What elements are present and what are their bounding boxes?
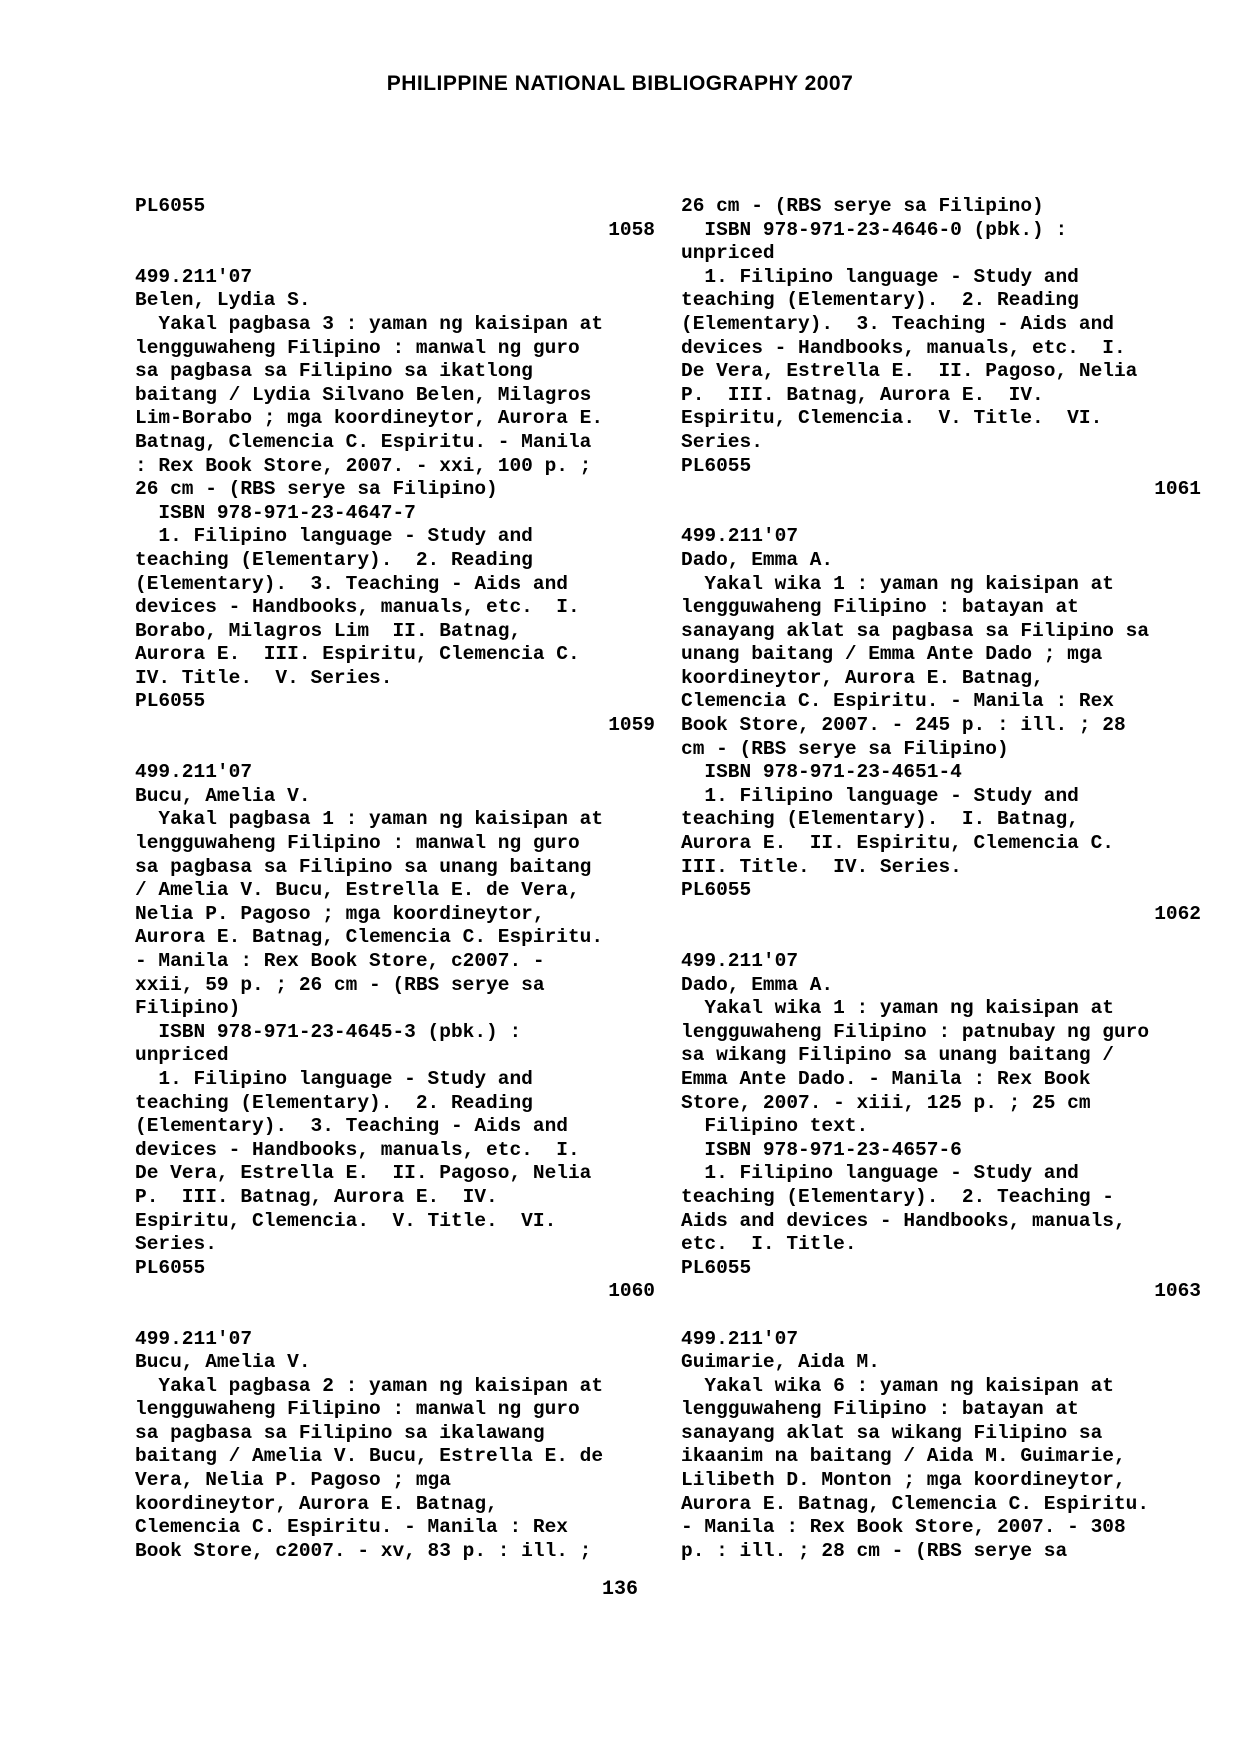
text-line: Lim-Borabo ; mga koordineytor, Aurora E.	[135, 407, 604, 430]
text-line	[135, 1304, 655, 1328]
text-line: ISBN 978-971-23-4645-3 (pbk.) :	[135, 1020, 522, 1043]
text-line: Emma Ante Dado. - Manila : Rex Book	[681, 1067, 1091, 1090]
text-line: ikaanim na baitang / Aida M. Guimarie,	[681, 1445, 1126, 1468]
text-line: Dado, Emma A.	[681, 973, 834, 996]
text-line: 1. Filipino language - Study and	[681, 1162, 1079, 1185]
text-line: IV. Title. V. Series.	[135, 666, 393, 689]
left-column	[135, 195, 655, 1563]
text-line	[135, 738, 655, 762]
text-line: 1. Filipino language - Study and	[135, 525, 533, 548]
text-line: ISBN 978-971-23-4651-4	[681, 761, 962, 784]
text-line: Aurora E. Batnag, Clemencia C. Espiritu.	[681, 1492, 1150, 1515]
right-column	[681, 195, 1201, 1563]
text-line: Store, 2007. - xiii, 125 p. ; 25 cm	[681, 1091, 1091, 1114]
text-line: Book Store, c2007. - xv, 83 p. : ill. ;	[135, 1539, 592, 1562]
text-line: devices - Handbooks, manuals, etc. I.	[135, 596, 580, 619]
text-line: lengguwaheng Filipino : batayan at	[681, 1398, 1079, 1421]
text-line: baitang / Amelia V. Bucu, Estrella E. de	[135, 1445, 604, 1468]
text-line: Yakal wika 1 : yaman ng kaisipan at	[681, 572, 1114, 595]
text-line	[135, 242, 655, 266]
text-line: 499.211'07	[681, 950, 799, 972]
text-line: Aurora E. Batnag, Clemencia C. Espiritu.	[135, 926, 604, 949]
text-line: lengguwaheng Filipino : manwal ng guro	[135, 1398, 580, 1421]
text-line: 26 cm - (RBS serye sa Filipino)	[681, 195, 1044, 217]
text-line: Nelia P. Pagoso ; mga koordineytor,	[135, 902, 545, 925]
text-line: Bucu, Amelia V.	[135, 1351, 311, 1374]
text-line: devices - Handbooks, manuals, etc. I.	[135, 1138, 580, 1161]
text-line: Belen, Lydia S.	[135, 289, 311, 312]
text-line: De Vera, Estrella E. II. Pagoso, Nelia	[681, 360, 1138, 383]
text-line: P. III. Batnag, Aurora E. IV.	[135, 1185, 498, 1208]
text-line: 499.211'07	[135, 1327, 253, 1350]
text-line: teaching (Elementary). 2. Reading	[135, 548, 533, 571]
text-line	[681, 502, 1201, 526]
text-line: Aurora E. III. Espiritu, Clemencia C.	[135, 643, 580, 666]
text-line: lengguwaheng Filipino : batayan at	[681, 596, 1079, 619]
text-line: Borabo, Milagros Lim II. Batnag,	[135, 619, 522, 642]
text-line: lengguwaheng Filipino : patnubay ng guro	[681, 1020, 1150, 1043]
entry-number: 1063	[1154, 1280, 1201, 1303]
text-line: ISBN 978-971-23-4646-0 (pbk.) :	[681, 218, 1068, 241]
text-line: (Elementary). 3. Teaching - Aids and	[681, 312, 1114, 335]
text-line: PL6055	[135, 1256, 206, 1279]
text-line: p. : ill. ; 28 cm - (RBS serye sa	[681, 1539, 1068, 1562]
text-line: Yakal pagbasa 3 : yaman ng kaisipan at	[135, 312, 604, 335]
entry-number: 1060	[608, 1280, 655, 1303]
text-line: Aids and devices - Handbooks, manuals,	[681, 1209, 1126, 1232]
text-line: unpriced	[135, 1044, 229, 1067]
entry-number: 1061	[1154, 478, 1201, 501]
text-line: Lilibeth D. Monton ; mga koordineytor,	[681, 1469, 1126, 1492]
text-line: Filipino text.	[681, 1115, 869, 1138]
text-line: / Amelia V. Bucu, Estrella E. de Vera,	[135, 879, 580, 902]
entry-number: 1062	[1154, 902, 1201, 925]
text-line: cm - (RBS serye sa Filipino)	[681, 737, 1009, 760]
text-line: Bucu, Amelia V.	[135, 784, 311, 807]
text-line: PL6055	[681, 1256, 752, 1279]
text-line: Clemencia C. Espiritu. - Manila : Rex	[681, 690, 1114, 713]
page-number: 136	[601, 1578, 638, 1601]
text-line: 1. Filipino language - Study and	[681, 784, 1079, 807]
text-line: 499.211'07	[135, 265, 253, 288]
text-line: teaching (Elementary). I. Batnag,	[681, 808, 1079, 831]
text-line: sanayang aklat sa pagbasa sa Filipino sa	[681, 619, 1150, 642]
text-line: PL6055	[135, 690, 206, 713]
text-line: Vera, Nelia P. Pagoso ; mga	[135, 1469, 451, 1492]
text-line: Aurora E. II. Espiritu, Clemencia C.	[681, 832, 1114, 855]
text-line: : Rex Book Store, 2007. - xxi, 100 p. ;	[135, 454, 592, 477]
text-line	[681, 926, 1201, 950]
text-line: sanayang aklat sa wikang Filipino sa	[681, 1421, 1103, 1444]
text-line: PL6055	[135, 195, 206, 217]
text-line: Book Store, 2007. - 245 p. : ill. ; 28	[681, 714, 1126, 737]
text-line: unang baitang / Emma Ante Dado ; mga	[681, 643, 1103, 666]
text-line: Dado, Emma A.	[681, 548, 834, 571]
text-line: Yakal wika 6 : yaman ng kaisipan at	[681, 1374, 1114, 1397]
text-line: devices - Handbooks, manuals, etc. I.	[681, 336, 1126, 359]
text-line: De Vera, Estrella E. II. Pagoso, Nelia	[135, 1162, 592, 1185]
text-line: lengguwaheng Filipino : manwal ng guro	[135, 832, 580, 855]
text-line: III. Title. IV. Series.	[681, 855, 962, 878]
text-line: Yakal wika 1 : yaman ng kaisipan at	[681, 997, 1114, 1020]
text-line: xxii, 59 p. ; 26 cm - (RBS serye sa	[135, 973, 545, 996]
text-line: sa wikang Filipino sa unang baitang /	[681, 1044, 1114, 1067]
text-line: sa pagbasa sa Filipino sa ikalawang	[135, 1421, 545, 1444]
text-line: teaching (Elementary). 2. Teaching -	[681, 1185, 1114, 1208]
text-line: Yakal pagbasa 1 : yaman ng kaisipan at	[135, 808, 604, 831]
text-line: Clemencia C. Espiritu. - Manila : Rex	[135, 1516, 568, 1539]
text-line: teaching (Elementary). 2. Reading	[135, 1091, 533, 1114]
text-line: koordineytor, Aurora E. Batnag,	[135, 1492, 498, 1515]
text-line: lengguwaheng Filipino : manwal ng guro	[135, 336, 580, 359]
text-line: unpriced	[681, 242, 775, 265]
text-line: 499.211'07	[681, 1327, 799, 1350]
text-line: teaching (Elementary). 2. Reading	[681, 289, 1079, 312]
text-line: ISBN 978-971-23-4647-7	[135, 501, 416, 524]
text-line: Series.	[135, 1233, 217, 1256]
text-line: Espiritu, Clemencia. V. Title. VI.	[135, 1209, 557, 1232]
entry-number: 1059	[608, 714, 655, 737]
text-line: sa pagbasa sa Filipino sa ikatlong	[135, 360, 533, 383]
entry-number: 1058	[608, 218, 655, 241]
text-line: 1. Filipino language - Study and	[135, 1067, 533, 1090]
text-line: etc. I. Title.	[681, 1233, 857, 1256]
text-line: (Elementary). 3. Teaching - Aids and	[135, 1115, 568, 1138]
text-line: 499.211'07	[681, 525, 799, 548]
text-line: PL6055	[681, 454, 752, 477]
text-line: Guimarie, Aida M.	[681, 1351, 880, 1374]
text-line: - Manila : Rex Book Store, 2007. - 308	[681, 1516, 1126, 1539]
text-line: sa pagbasa sa Filipino sa unang baitang	[135, 855, 592, 878]
text-line: (Elementary). 3. Teaching - Aids and	[135, 572, 568, 595]
page-header: PHILIPPINE NATIONAL BIBLIOGRAPHY 2007	[386, 72, 854, 95]
text-line: baitang / Lydia Silvano Belen, Milagros	[135, 383, 592, 406]
text-line: ISBN 978-971-23-4657-6	[681, 1138, 962, 1161]
text-line: PL6055	[681, 879, 752, 902]
text-line: Filipino)	[135, 997, 241, 1020]
text-line: Series.	[681, 430, 763, 453]
text-line: P. III. Batnag, Aurora E. IV.	[681, 383, 1044, 406]
text-line: Batnag, Clemencia C. Espiritu. - Manila	[135, 430, 592, 453]
text-line: 499.211'07	[135, 761, 253, 784]
text-line: - Manila : Rex Book Store, c2007. -	[135, 950, 545, 972]
text-line: Espiritu, Clemencia. V. Title. VI.	[681, 407, 1103, 430]
text-line	[681, 1304, 1201, 1328]
text-line: 26 cm - (RBS serye sa Filipino)	[135, 478, 498, 501]
text-line: Yakal pagbasa 2 : yaman ng kaisipan at	[135, 1374, 604, 1397]
text-line: koordineytor, Aurora E. Batnag,	[681, 666, 1044, 689]
text-line: 1. Filipino language - Study and	[681, 265, 1079, 288]
